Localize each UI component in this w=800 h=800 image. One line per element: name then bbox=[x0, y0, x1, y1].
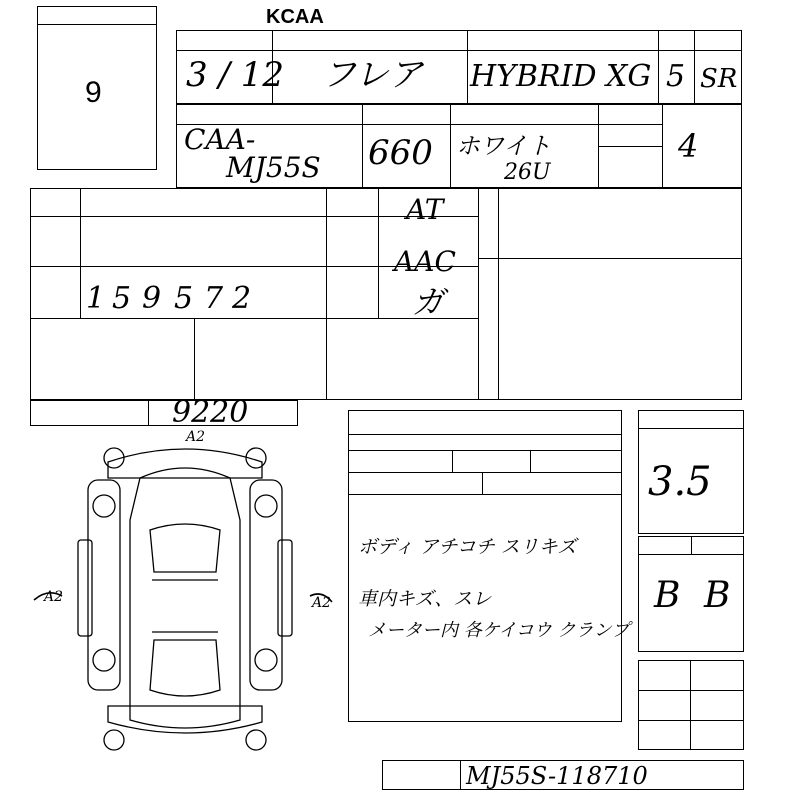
capacity-handwritten: 4 bbox=[678, 127, 699, 165]
mileage-digit-3: 9 bbox=[142, 281, 162, 316]
color-handwritten: ホワイト bbox=[456, 132, 552, 160]
lot-number: 9 bbox=[85, 76, 102, 109]
mileage-digit-2: 5 bbox=[112, 281, 132, 316]
color-number-handwritten: 26U bbox=[504, 160, 551, 185]
aircon-handwritten: AAC bbox=[394, 245, 456, 278]
inspector-note-3: メーター内 各ケイコウ クランプ bbox=[368, 620, 630, 641]
score-handwritten: 3.5 bbox=[648, 459, 712, 505]
grade-handwritten: HYBRID XG bbox=[470, 59, 652, 94]
year-handwritten: 3 / 12 bbox=[186, 55, 284, 95]
displacement-handwritten: 660 bbox=[368, 133, 433, 173]
damage-mark-left: A2 bbox=[44, 589, 64, 605]
damage-mark-right: A2 bbox=[312, 595, 332, 611]
shift-handwritten: AT bbox=[406, 193, 444, 226]
mileage-digit-6: 2 bbox=[232, 281, 252, 316]
recycle-fee-handwritten: 9220 bbox=[172, 395, 249, 430]
inspector-note-1: ボディ アチコチ スリキズ bbox=[358, 536, 577, 558]
model-code-2-handwritten: MJ55S bbox=[226, 151, 321, 184]
kcaa-logo: KCAA bbox=[266, 6, 324, 28]
fuel-handwritten: ガ bbox=[412, 283, 445, 321]
mileage-digit-4: 5 bbox=[174, 281, 194, 316]
damage-mark-front: A2 bbox=[186, 429, 206, 445]
inspector-note-2: 車内キズ、スレ bbox=[358, 588, 492, 610]
chassis-number-handwritten: MJ55S-118710 bbox=[466, 762, 648, 790]
model-code-handwritten: CAA- bbox=[184, 123, 256, 156]
doors-handwritten: 5 bbox=[666, 59, 686, 94]
mileage-digit-1: 1 bbox=[86, 281, 106, 316]
interior-score-handwritten: B bbox=[654, 575, 681, 616]
mileage-digit-5: 7 bbox=[204, 281, 224, 316]
shape-handwritten: SR bbox=[700, 64, 738, 94]
exterior-score-handwritten: B bbox=[704, 575, 731, 616]
car-name-handwritten: フレア bbox=[322, 55, 423, 95]
